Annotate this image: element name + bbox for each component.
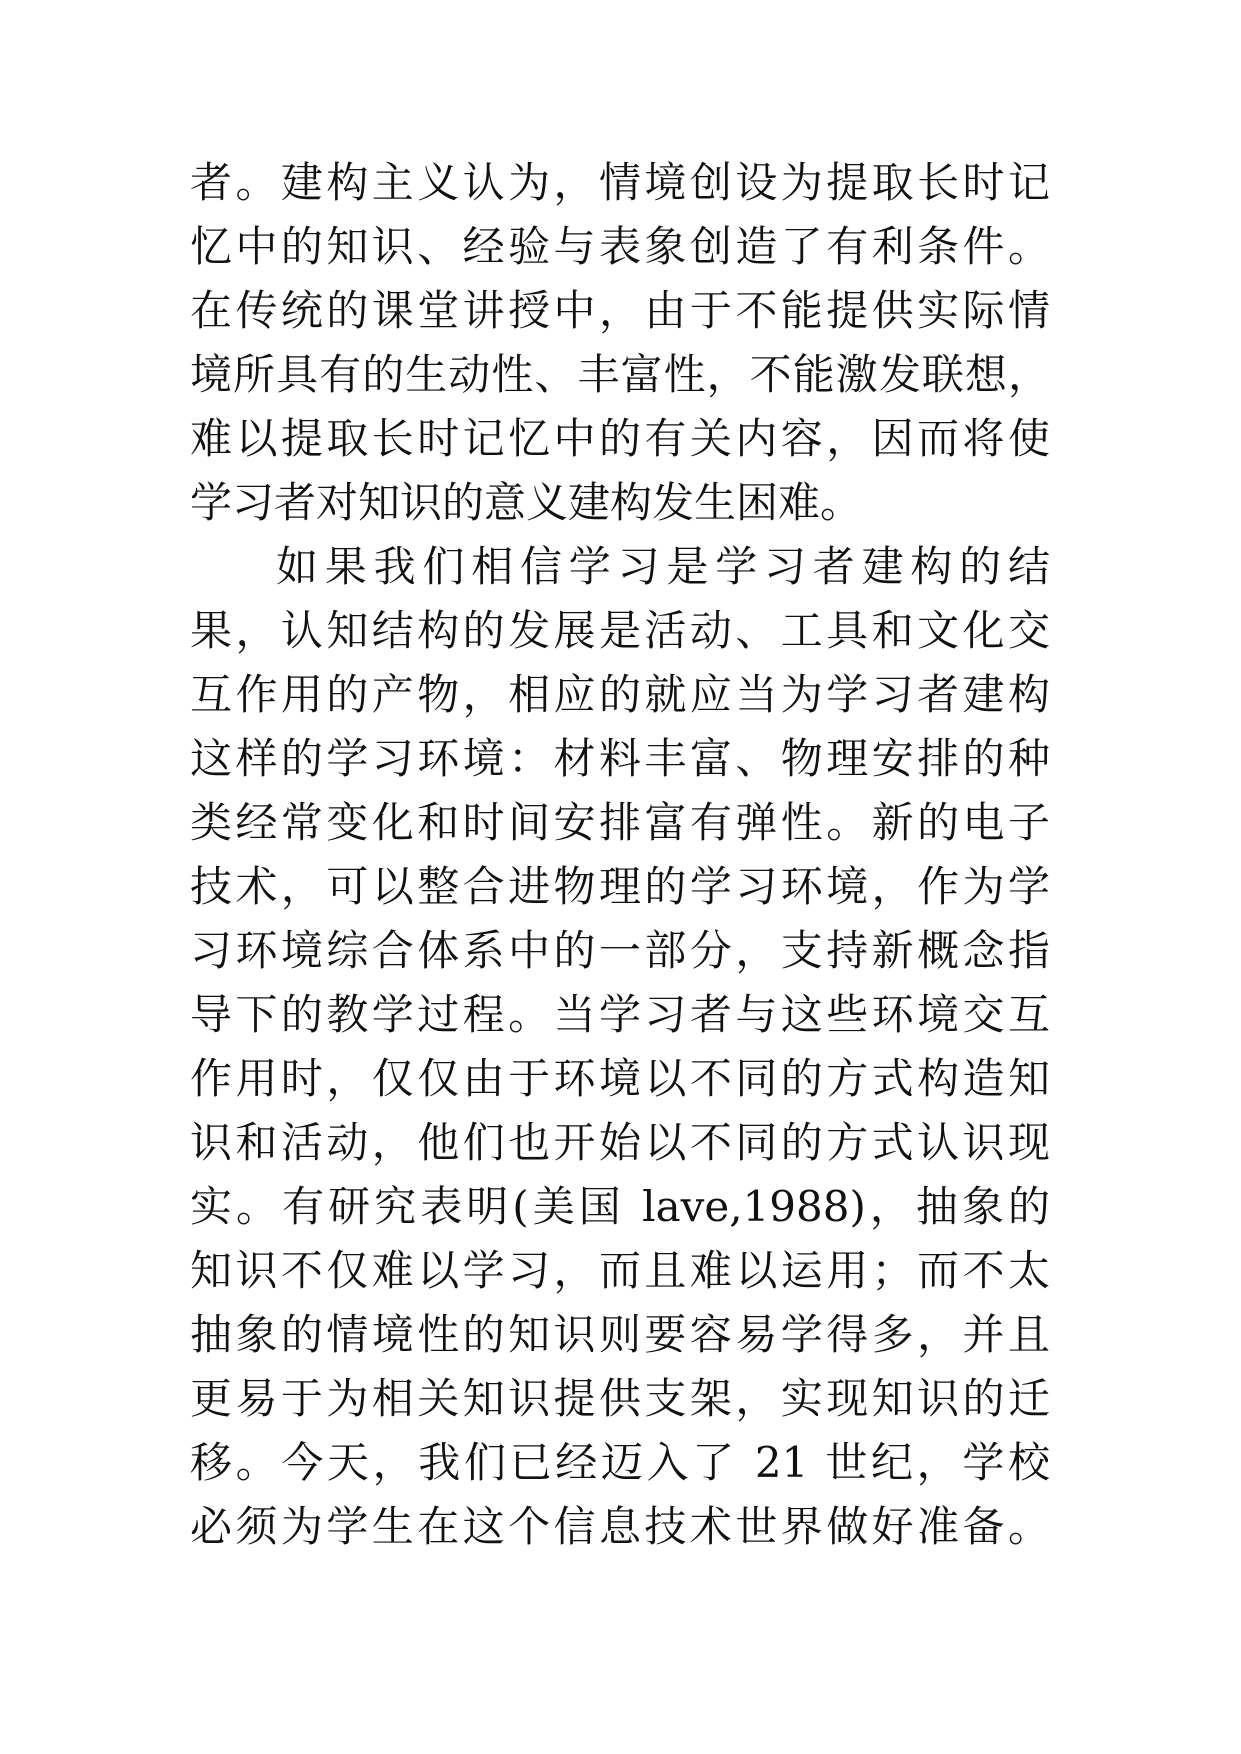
text-line: 实。有研究表明(美国 lave,1988)，抽象的 bbox=[190, 1182, 1050, 1231]
text-line: 移。今天，我们已经迈入了 21 世纪，学校 bbox=[190, 1438, 1050, 1487]
text-line: 忆中的知识、经验与表象创造了有利条件。 bbox=[190, 222, 1050, 271]
paragraph-first-line: 如果我们相信学习是学习者建构的结 bbox=[276, 542, 1050, 591]
text-line: 作用时，仅仅由于环境以不同的方式构造知 bbox=[190, 1054, 1050, 1103]
text-line: 境所具有的生动性、丰富性，不能激发联想， bbox=[190, 350, 1050, 399]
text-line: 果，认知结构的发展是活动、工具和文化交 bbox=[190, 606, 1050, 655]
text-line: 在传统的课堂讲授中，由于不能提供实际情 bbox=[190, 286, 1050, 335]
text-line: 类经常变化和时间安排富有弹性。新的电子 bbox=[190, 798, 1050, 847]
text-line: 学习者对知识的意义建构发生困难。 bbox=[190, 478, 863, 527]
text-line: 难以提取长时记忆中的有关内容，因而将使 bbox=[190, 414, 1050, 463]
text-line: 导下的教学过程。当学习者与这些环境交互 bbox=[190, 990, 1050, 1039]
text-line: 技术，可以整合进物理的学习环境，作为学 bbox=[190, 862, 1050, 911]
text-line: 者。建构主义认为，情境创设为提取长时记 bbox=[190, 158, 1050, 207]
body-text bbox=[190, 151, 1090, 1559]
text-line: 更易于为相关知识提供支架，实现知识的迁 bbox=[190, 1374, 1050, 1423]
text-line: 知识不仅难以学习，而且难以运用；而不太 bbox=[190, 1246, 1050, 1295]
text-line: 必须为学生在这个信息技术世界做好准备。 bbox=[190, 1502, 1050, 1551]
text-line: 识和活动，他们也开始以不同的方式认识现 bbox=[190, 1118, 1050, 1167]
text-line: 互作用的产物，相应的就应当为学习者建构 bbox=[190, 670, 1050, 719]
text-line: 习环境综合体系中的一部分，支持新概念指 bbox=[190, 926, 1050, 975]
text-line: 这样的学习环境：材料丰富、物理安排的种 bbox=[190, 734, 1050, 783]
text-line: 抽象的情境性的知识则要容易学得多，并且 bbox=[190, 1310, 1050, 1359]
